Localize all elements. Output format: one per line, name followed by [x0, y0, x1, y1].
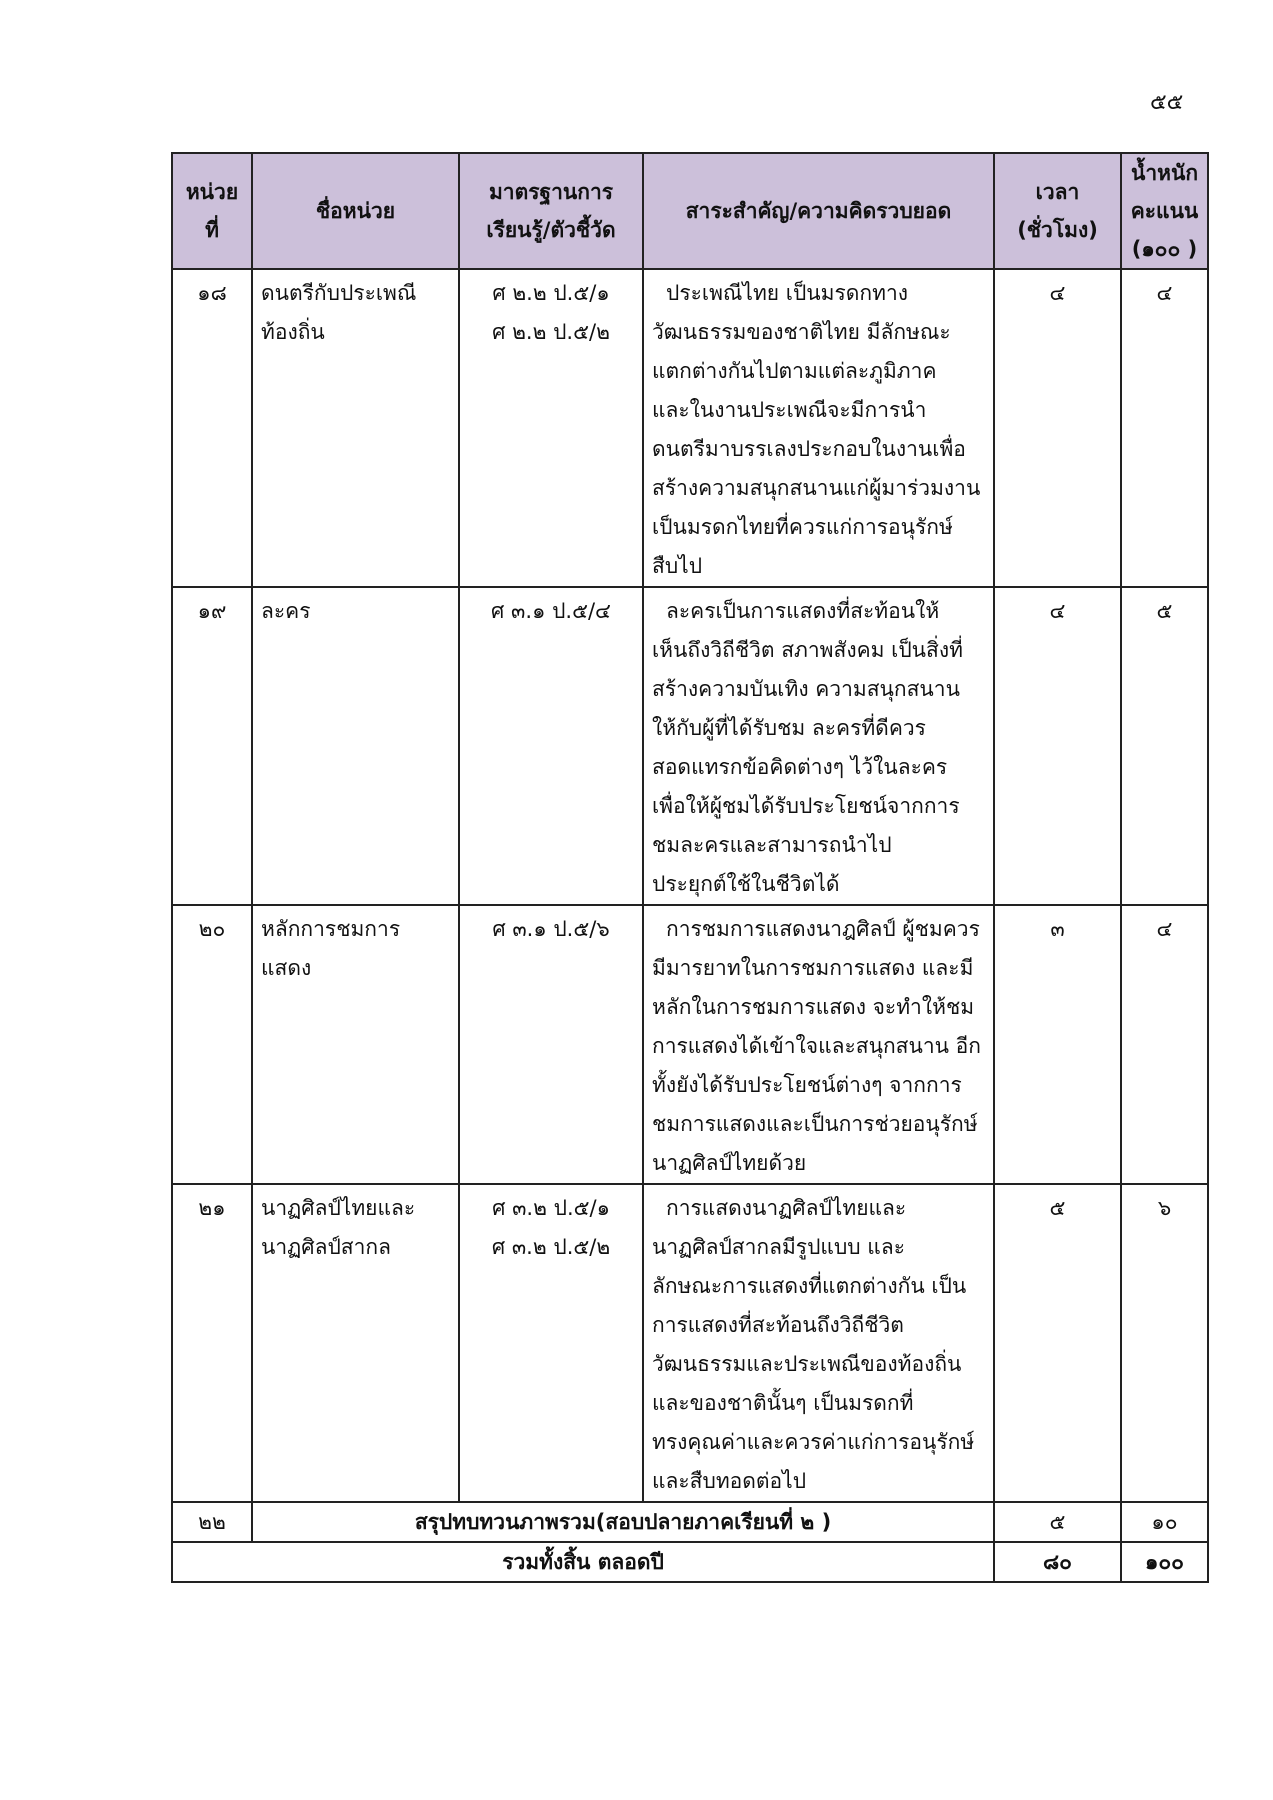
total-row: [172, 1542, 1208, 1582]
text-line: นาฏศิลป์สากล: [261, 1235, 391, 1259]
hours: ๔: [994, 269, 1121, 587]
text-line: แสดง: [261, 956, 312, 980]
text-line: ศ ๒.๒ ป.๕/๑: [492, 281, 610, 305]
text-line: ดนตรีมาบรรเลงประกอบในงานเพื่อ: [652, 437, 966, 461]
header-text: เวลา: [1035, 180, 1080, 204]
standards: [459, 587, 643, 905]
text-line: การแสดงนาฏศิลป์ไทยและ: [666, 1196, 907, 1220]
standards: [459, 269, 643, 587]
review-row: [172, 1502, 1208, 1542]
text-line: ประเพณีไทย เป็นมรดกทาง: [666, 281, 909, 305]
text-line: นาฏศิลป์สากลมีรูปแบบ และ: [652, 1235, 905, 1259]
text-line: ชมละครและสามารถนำไป: [652, 833, 892, 857]
header-text: น้ำหนัก: [1130, 161, 1199, 185]
text-line: ศ ๓.๑ ป.๕/๔: [491, 599, 611, 623]
text-line: การแสดงได้เข้าใจและสนุกสนาน อีก: [652, 1034, 982, 1058]
text-line: เพื่อให้ผู้ชมได้รับประโยชน์จากการ: [652, 794, 960, 818]
text-line: มีมารยาทในการชมการแสดง และมี: [652, 956, 974, 980]
unit-no: ๑๙: [172, 587, 252, 905]
weight: ๔: [1121, 269, 1208, 587]
header-standard: [459, 153, 643, 269]
text-line: ทั้งยังได้รับประโยชน์ต่างๆ จากการ: [652, 1073, 962, 1097]
weight: ๕: [1121, 587, 1208, 905]
unit-name: [252, 905, 459, 1184]
review-title: สรุปทบทวนภาพรวม(สอบปลายภาคเรียนที่ ๒ ): [252, 1502, 994, 1542]
text-line: ให้กับผู้ที่ได้รับชม ละครที่ดีควร: [652, 716, 926, 740]
text-line: ชมการแสดงและเป็นการช่วยอนุรักษ์: [652, 1112, 978, 1136]
curriculum-table: [171, 152, 1209, 1583]
header-text: เรียนรู้/ตัวชี้วัด: [486, 218, 616, 242]
text-line: ละคร: [261, 599, 311, 623]
text-line: ละครเป็นการแสดงที่สะท้อนให้: [666, 599, 940, 623]
weight: ๖: [1121, 1184, 1208, 1502]
table-row: [172, 1184, 1208, 1502]
table-row: [172, 905, 1208, 1184]
unit-no: ๒๐: [172, 905, 252, 1184]
total-hours: ๘๐: [994, 1542, 1121, 1582]
header-unit-name: ชื่อหน่วย: [252, 153, 459, 269]
text-line: ทรงคุณค่าและควรค่าแก่การอนุรักษ์: [652, 1430, 975, 1454]
header-unit-no: [172, 153, 252, 269]
table-row: [172, 587, 1208, 905]
text-line: วัฒนธรรมของชาติไทย มีลักษณะ: [652, 320, 951, 344]
total-label: รวมทั้งสิ้น ตลอดปี: [172, 1542, 994, 1582]
header-text: มาตรฐานการ: [488, 180, 614, 204]
text-line: ดนตรีกับประเพณี: [261, 281, 417, 305]
text-line: ศ ๓.๒ ป.๕/๑: [492, 1196, 610, 1220]
text-line: ศ ๓.๑ ป.๕/๖: [492, 917, 610, 941]
table-row: [172, 269, 1208, 587]
unit-no: ๒๒: [172, 1502, 252, 1542]
text-line: สร้างความบันเทิง ความสนุกสนาน: [652, 677, 960, 701]
text-line: สอดแทรกข้อคิดต่างๆ ไว้ในละคร: [652, 755, 948, 779]
text-line: ท้องถิ่น: [261, 320, 325, 344]
concept: [643, 905, 994, 1184]
hours: ๕: [994, 1184, 1121, 1502]
header-text: (๑๐๐ ): [1131, 237, 1198, 261]
text-line: หลักในการชมการแสดง จะทำให้ชม: [652, 995, 975, 1019]
table-header-row: [172, 153, 1208, 269]
text-line: แตกต่างกันไปตามแต่ละภูมิภาค: [652, 359, 937, 383]
text-line: สร้างความสนุกสนานแก่ผู้มาร่วมงาน: [652, 476, 981, 500]
text-line: ศ ๓.๒ ป.๕/๒: [491, 1235, 611, 1259]
header-text: หน่วย: [185, 180, 239, 204]
total-weight: ๑๐๐: [1121, 1542, 1208, 1582]
unit-no: ๒๑: [172, 1184, 252, 1502]
text-line: และในงานประเพณีจะมีการนำ: [652, 398, 927, 422]
hours: ๓: [994, 905, 1121, 1184]
header-text: (ชั่วโมง): [1017, 218, 1098, 242]
concept: [643, 587, 994, 905]
text-line: การแสดงที่สะท้อนถึงวิถีชีวิต: [652, 1313, 904, 1337]
header-weight: [1121, 153, 1208, 269]
text-line: ศ ๒.๒ ป.๕/๒: [492, 320, 610, 344]
weight: ๑๐: [1121, 1502, 1208, 1542]
text-line: ประยุกต์ใช้ในชีวิตได้: [652, 872, 840, 896]
unit-name: [252, 1184, 459, 1502]
concept: [643, 269, 994, 587]
text-line: เป็นมรดกไทยที่ควรแก่การอนุรักษ์: [652, 515, 953, 539]
text-line: ลักษณะการแสดงที่แตกต่างกัน เป็น: [652, 1274, 967, 1298]
header-time: [994, 153, 1121, 269]
text-line: และสืบทอดต่อไป: [652, 1469, 807, 1493]
text-line: การชมการแสดงนาฎศิลป์ ผู้ชมควร: [666, 917, 980, 941]
header-concept: สาระสำคัญ/ความคิดรวบยอด: [643, 153, 994, 269]
unit-name: [252, 269, 459, 587]
hours: ๕: [994, 1502, 1121, 1542]
header-text: คะแนน: [1130, 199, 1199, 223]
header-text: ที่: [205, 218, 219, 242]
hours: ๔: [994, 587, 1121, 905]
standards: [459, 905, 643, 1184]
page-number: ๕๕: [1150, 90, 1184, 115]
text-line: หลักการชมการ: [261, 917, 401, 941]
weight: ๔: [1121, 905, 1208, 1184]
concept: [643, 1184, 994, 1502]
unit-name: [252, 587, 459, 905]
text-line: สืบไป: [652, 554, 703, 578]
text-line: เห็นถึงวิถีชีวิต สภาพสังคม เป็นสิ่งที่: [652, 638, 963, 662]
unit-no: ๑๘: [172, 269, 252, 587]
text-line: วัฒนธรรมและประเพณีของท้องถิ่น: [652, 1352, 962, 1376]
text-line: นาฏศิลป์ไทยด้วย: [652, 1151, 807, 1175]
text-line: และของชาตินั้นๆ เป็นมรดกที่: [652, 1391, 914, 1415]
text-line: นาฏศิลป์ไทยและ: [261, 1196, 416, 1220]
standards: [459, 1184, 643, 1502]
